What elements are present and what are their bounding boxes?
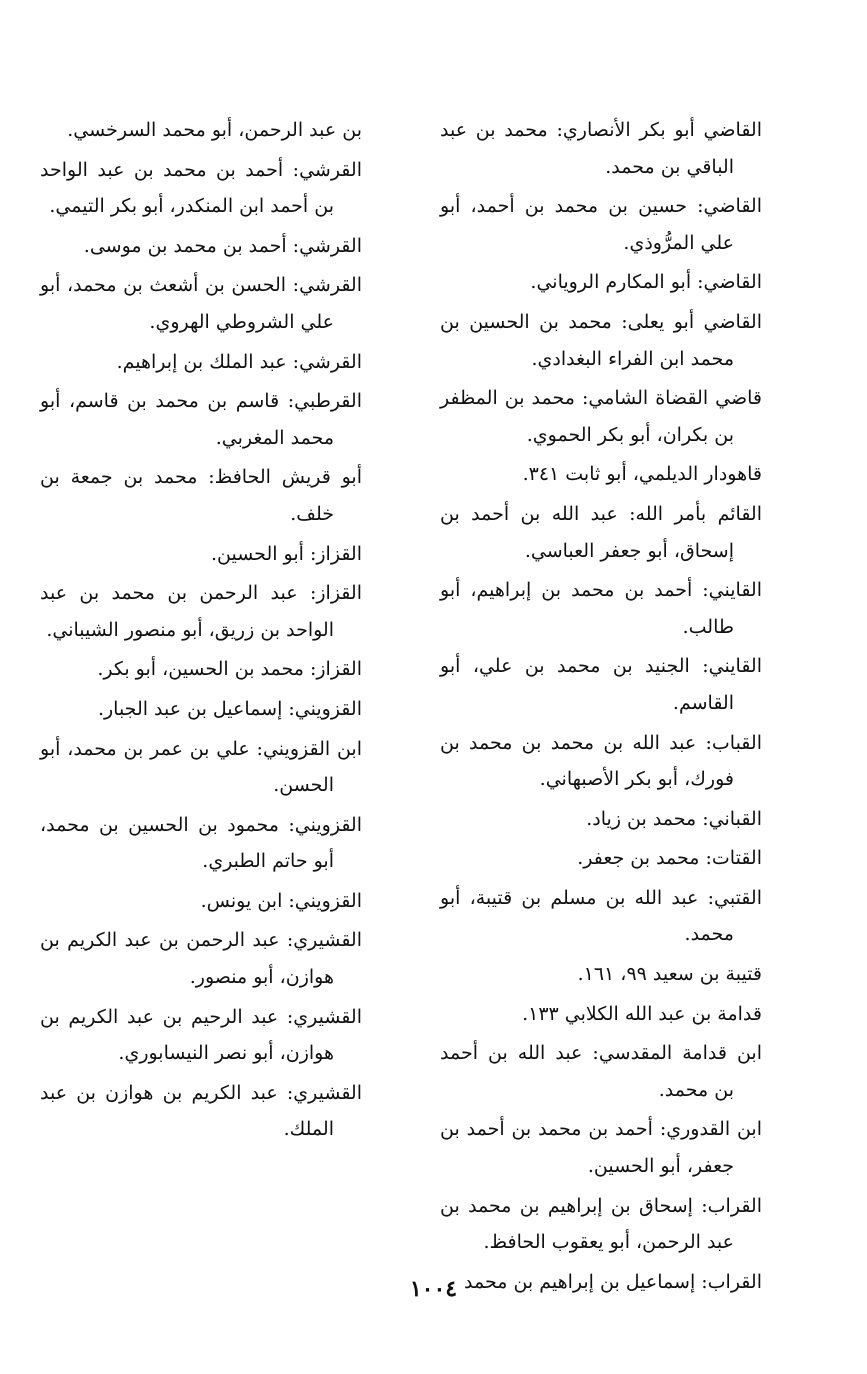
index-entry: القباني: محمد بن زياد. — [586, 807, 762, 830]
index-column-left — [40, 112, 362, 1151]
index-entry: أبو قريش الحافظ: محمد بن جمعة بن خلف. — [40, 466, 362, 525]
index-entry: القرشي: عبد الملك بن إبراهيم. — [116, 350, 362, 373]
index-entry: قدامة بن عبد الله الكلابي ١٣٣. — [522, 1002, 762, 1025]
index-entry: القاضي: حسين بن محمد بن أحمد، أبو علي المرُّوذي. — [440, 195, 762, 254]
index-entry: القايني: الجنيد بن محمد بن علي، أبو القاسم. — [440, 655, 762, 714]
index-entry-continuation: بن عبد الرحمن، أبو محمد السرخسي. — [67, 119, 362, 141]
index-entry: القشيري: عبد الكريم بن هوازن بن عبد الملك. — [40, 1081, 362, 1141]
index-entry: القزاز: عبد الرحمن بن محمد بن عبد الواحد بن زريق، أبو منصور الشيباني. — [40, 582, 362, 641]
page-number: ١٠٠٤ — [409, 1276, 458, 1302]
index-entry: قاضي القضاة الشامي: محمد بن المظفر بن بكران، أبو بكر الحموي. — [440, 387, 762, 446]
index-entry: القرشي: أحمد بن محمد بن عبد الواحد بن أحمد ابن المنكدر، أبو بكر التيمي. — [40, 158, 362, 218]
index-entry: القزويني: إسماعيل بن عبد الجبار. — [97, 697, 362, 720]
index-entry: القرشي: أحمد بن محمد بن موسى. — [83, 234, 362, 257]
index-entry: القراب: إسماعيل بن إبراهيم بن محمد — [464, 1270, 762, 1293]
index-entry: ابن القزويني: علي بن عمر بن محمد، أبو الحسن. — [40, 737, 362, 797]
index-entry: القاضي: أبو المكارم الروياني. — [530, 271, 762, 294]
index-entry: القتبي: عبد الله بن مسلم بن قتيبة، أبو محمد. — [440, 886, 762, 946]
index-entry: ابن القدوري: أحمد بن محمد بن أحمد بن جعفر، أبو الحسين. — [440, 1118, 762, 1178]
index-entry: قتيبة بن سعيد ٩٩، ١٦١. — [577, 963, 762, 986]
index-entry: القشيري: عبد الرحيم بن عبد الكريم بن هوازن، أبو نصر النيسابوري. — [40, 1005, 362, 1065]
index-entry: القرشي: الحسن بن أشعث بن محمد، أبو علي الشروطي الهروي. — [40, 274, 362, 333]
index-entry: القراب: إسحاق بن إبراهيم بن محمد بن عبد الرحمن، أبو يعقوب الحافظ. — [440, 1194, 762, 1254]
index-entry: القرطبي: قاسم بن محمد بن قاسم، أبو محمد المغربي. — [40, 390, 362, 449]
index-entry: القزاز: محمد بن الحسين، أبو بكر. — [97, 658, 362, 681]
index-entry: القايني: أحمد بن محمد بن إبراهيم، أبو طالب. — [440, 579, 762, 638]
index-entry: قاهودار الديلمي، أبو ثابت ٣٤١. — [522, 463, 762, 486]
index-entry: القتات: محمد بن جعفر. — [577, 847, 762, 870]
index-column-right — [440, 112, 762, 1303]
index-entry: القاضي أبو يعلى: محمد بن الحسين بن محمد ابن الفراء البغدادي. — [440, 310, 762, 370]
index-entry: القشيري: عبد الرحمن بن عبد الكريم بن هوازن، أبو منصور. — [40, 929, 362, 989]
index-entry: ابن قدامة المقدسي: عبد الله بن أحمد بن محمد. — [440, 1042, 762, 1101]
index-entry: القباب: عبد الله بن محمد بن محمد بن فورك، أبو بكر الأصبهاني. — [440, 731, 762, 791]
index-entry: القزويني: ابن يونس. — [200, 889, 362, 912]
index-entry: القزويني: محمود بن الحسين بن محمد، أبو حاتم الطبري. — [40, 813, 362, 873]
index-entry: القاضي أبو بكر الأنصاري: محمد بن عبد الباقي بن محمد. — [440, 119, 762, 178]
index-entry: القائم بأمر الله: عبد الله بن أحمد بن إسحاق، أبو جعفر العباسي. — [440, 502, 762, 562]
index-entry: القزاز: أبو الحسين. — [211, 542, 362, 565]
